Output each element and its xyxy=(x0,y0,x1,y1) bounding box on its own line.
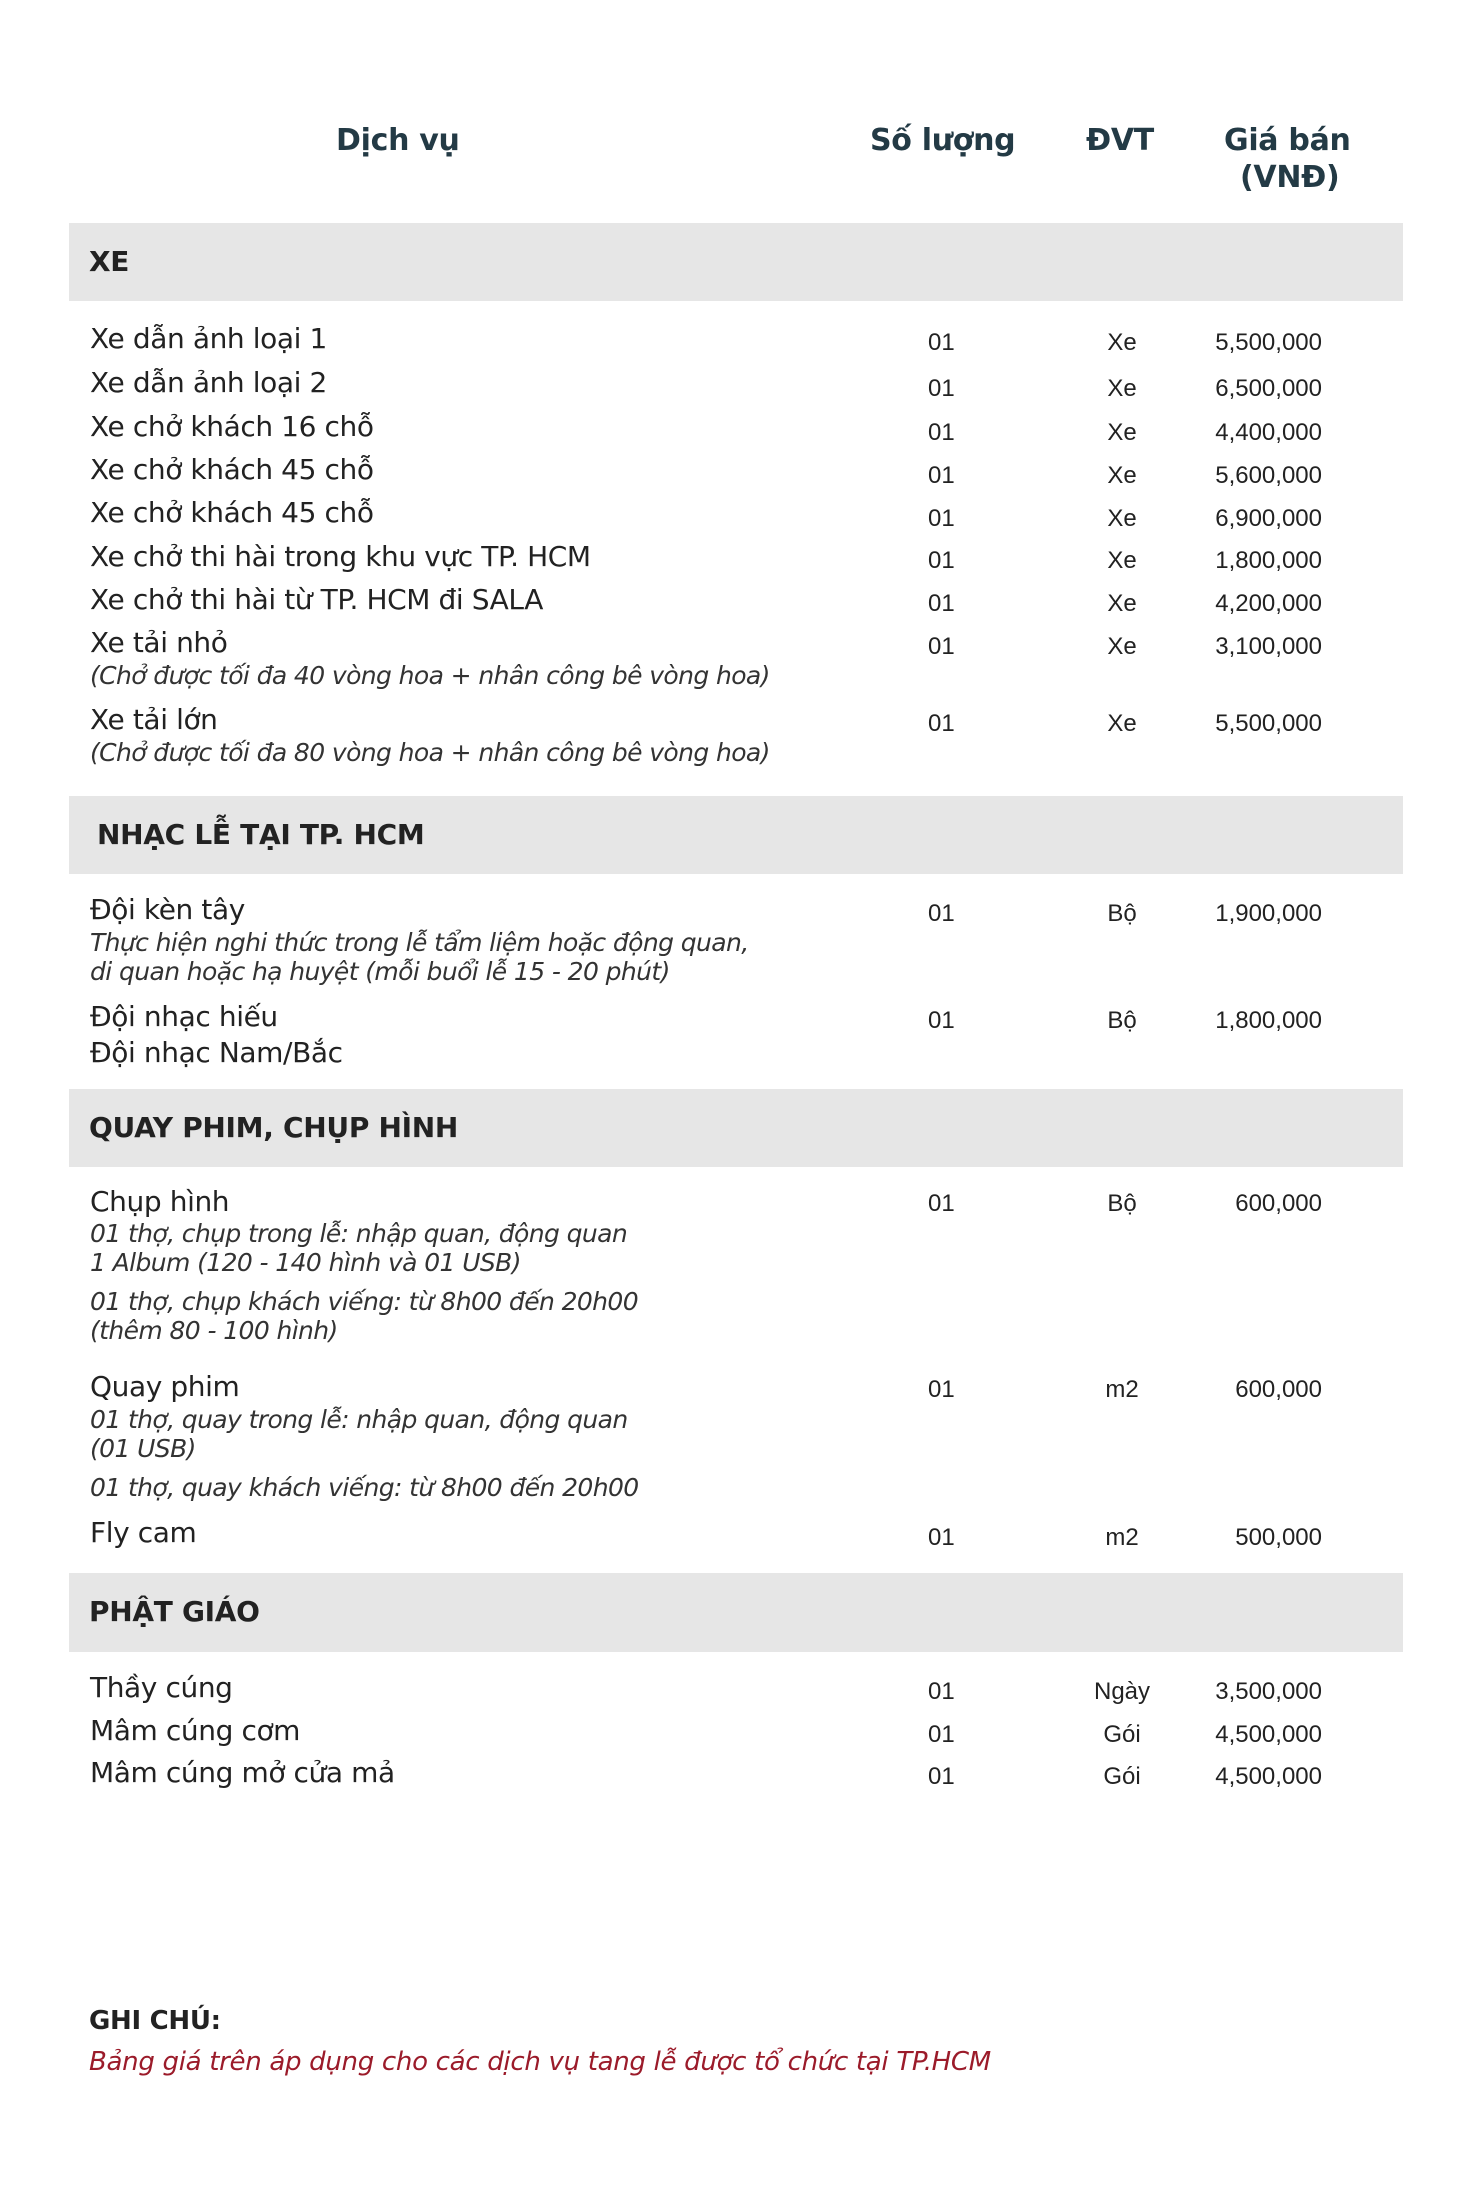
service-name: Xe chở thi hài từ TP. HCM đi SALA xyxy=(90,583,544,616)
service-name: Xe chở khách 16 chỗ xyxy=(90,410,374,443)
service-note: 01 thợ, quay trong lễ: nhập quan, động quan xyxy=(90,1405,628,1434)
service-note: di quan hoặc hạ huyệt (mỗi buổi lễ 15 - 20 phút) xyxy=(90,957,670,986)
price: 1,800,000 xyxy=(1215,547,1322,574)
header-unit: ĐVT xyxy=(1086,123,1154,158)
quantity: 01 xyxy=(928,710,955,737)
quantity: 01 xyxy=(928,1376,955,1403)
header-price-currency: (VNĐ) xyxy=(1240,160,1340,195)
unit: Bộ xyxy=(1107,900,1137,927)
service-note: (Chở được tối đa 40 vòng hoa + nhân công bê vòng hoa) xyxy=(90,661,770,690)
quantity: 01 xyxy=(928,1524,955,1551)
price: 4,500,000 xyxy=(1215,1721,1322,1748)
service-name: Mâm cúng cơm xyxy=(90,1714,301,1747)
service-name: Quay phim xyxy=(90,1370,240,1403)
unit: Xe xyxy=(1107,547,1137,574)
unit: m2 xyxy=(1105,1524,1139,1551)
section-title: PHẬT GIÁO xyxy=(89,1595,260,1628)
price: 500,000 xyxy=(1235,1524,1322,1551)
section-header-phat-giao xyxy=(69,1573,1403,1652)
unit: Xe xyxy=(1107,505,1137,532)
quantity: 01 xyxy=(928,419,955,446)
quantity: 01 xyxy=(928,1678,955,1705)
section-header-quay-phim xyxy=(69,1089,1403,1167)
price: 5,500,000 xyxy=(1215,710,1322,737)
section-header-xe xyxy=(69,223,1403,301)
unit: Xe xyxy=(1107,375,1137,402)
service-name: Fly cam xyxy=(90,1516,197,1549)
service-note: Thực hiện nghi thức trong lễ tẩm liệm hoặc động quan, xyxy=(90,928,749,957)
unit: Bộ xyxy=(1107,1190,1137,1217)
price: 4,400,000 xyxy=(1215,419,1322,446)
service-name: Thầy cúng xyxy=(90,1671,233,1704)
price: 5,500,000 xyxy=(1215,329,1322,356)
quantity: 01 xyxy=(928,1190,955,1217)
service-name-secondary: Đội nhạc Nam/Bắc xyxy=(90,1036,343,1069)
quantity: 01 xyxy=(928,505,955,532)
unit: Xe xyxy=(1107,419,1137,446)
service-note: (Chở được tối đa 80 vòng hoa + nhân công bê vòng hoa) xyxy=(90,738,770,767)
price: 600,000 xyxy=(1235,1376,1322,1403)
service-note: 01 thợ, chụp khách viếng: từ 8h00 đến 20h00 xyxy=(90,1287,639,1316)
quantity: 01 xyxy=(928,900,955,927)
unit: Gói xyxy=(1103,1763,1141,1790)
quantity: 01 xyxy=(928,547,955,574)
price: 1,800,000 xyxy=(1215,1007,1322,1034)
service-note: 01 thợ, chụp trong lễ: nhập quan, động quan xyxy=(90,1219,628,1248)
service-name: Đội nhạc hiếu xyxy=(90,1000,278,1033)
service-note: 1 Album (120 - 140 hình và 01 USB) xyxy=(90,1248,521,1277)
section-title: XE xyxy=(89,245,130,278)
service-note: (thêm 80 - 100 hình) xyxy=(90,1316,338,1345)
price: 4,200,000 xyxy=(1215,590,1322,617)
unit: m2 xyxy=(1105,1376,1139,1403)
unit: Xe xyxy=(1107,633,1137,660)
price: 6,900,000 xyxy=(1215,505,1322,532)
quantity: 01 xyxy=(928,633,955,660)
service-name: Xe tải nhỏ xyxy=(90,626,228,659)
price: 6,500,000 xyxy=(1215,375,1322,402)
service-note: (01 USB) xyxy=(90,1434,196,1463)
notes-text: Bảng giá trên áp dụng cho các dịch vụ tang lễ được tổ chức tại TP.HCM xyxy=(89,2047,991,2077)
price: 5,600,000 xyxy=(1215,462,1322,489)
quantity: 01 xyxy=(928,590,955,617)
service-note: 01 thợ, quay khách viếng: từ 8h00 đến 20h00 xyxy=(90,1473,639,1502)
price: 3,100,000 xyxy=(1215,633,1322,660)
quantity: 01 xyxy=(928,462,955,489)
service-name: Đội kèn tây xyxy=(90,893,245,926)
unit: Xe xyxy=(1107,462,1137,489)
service-name: Xe chở thi hài trong khu vực TP. HCM xyxy=(90,540,591,573)
quantity: 01 xyxy=(928,375,955,402)
section-title: NHẠC LỄ TẠI TP. HCM xyxy=(97,818,425,851)
header-price: Giá bán xyxy=(1224,123,1351,158)
service-name: Xe dẫn ảnh loại 2 xyxy=(90,366,327,399)
unit: Ngày xyxy=(1093,1678,1151,1705)
unit: Xe xyxy=(1107,590,1137,617)
service-name: Chụp hình xyxy=(90,1185,230,1218)
price: 4,500,000 xyxy=(1215,1763,1322,1790)
service-name: Xe chở khách 45 chỗ xyxy=(90,453,374,486)
header-service: Dịch vụ xyxy=(336,123,460,158)
service-name: Xe chở khách 45 chỗ xyxy=(90,496,374,529)
quantity: 01 xyxy=(928,1721,955,1748)
service-name: Xe tải lớn xyxy=(90,703,218,736)
service-name: Xe dẫn ảnh loại 1 xyxy=(90,322,327,355)
section-header-nhac-le xyxy=(69,796,1403,874)
unit: Bộ xyxy=(1107,1007,1137,1034)
header-quantity: Số lượng xyxy=(870,123,1016,158)
quantity: 01 xyxy=(928,1007,955,1034)
unit: Gói xyxy=(1103,1721,1141,1748)
price: 600,000 xyxy=(1235,1190,1322,1217)
notes-title: GHI CHÚ: xyxy=(89,2006,221,2036)
price: 3,500,000 xyxy=(1215,1678,1322,1705)
section-title: QUAY PHIM, CHỤP HÌNH xyxy=(89,1111,459,1144)
quantity: 01 xyxy=(928,1763,955,1790)
price: 1,900,000 xyxy=(1215,900,1322,927)
quantity: 01 xyxy=(928,329,955,356)
unit: Xe xyxy=(1107,329,1137,356)
unit: Xe xyxy=(1107,710,1137,737)
service-name: Mâm cúng mở cửa mả xyxy=(90,1756,395,1789)
